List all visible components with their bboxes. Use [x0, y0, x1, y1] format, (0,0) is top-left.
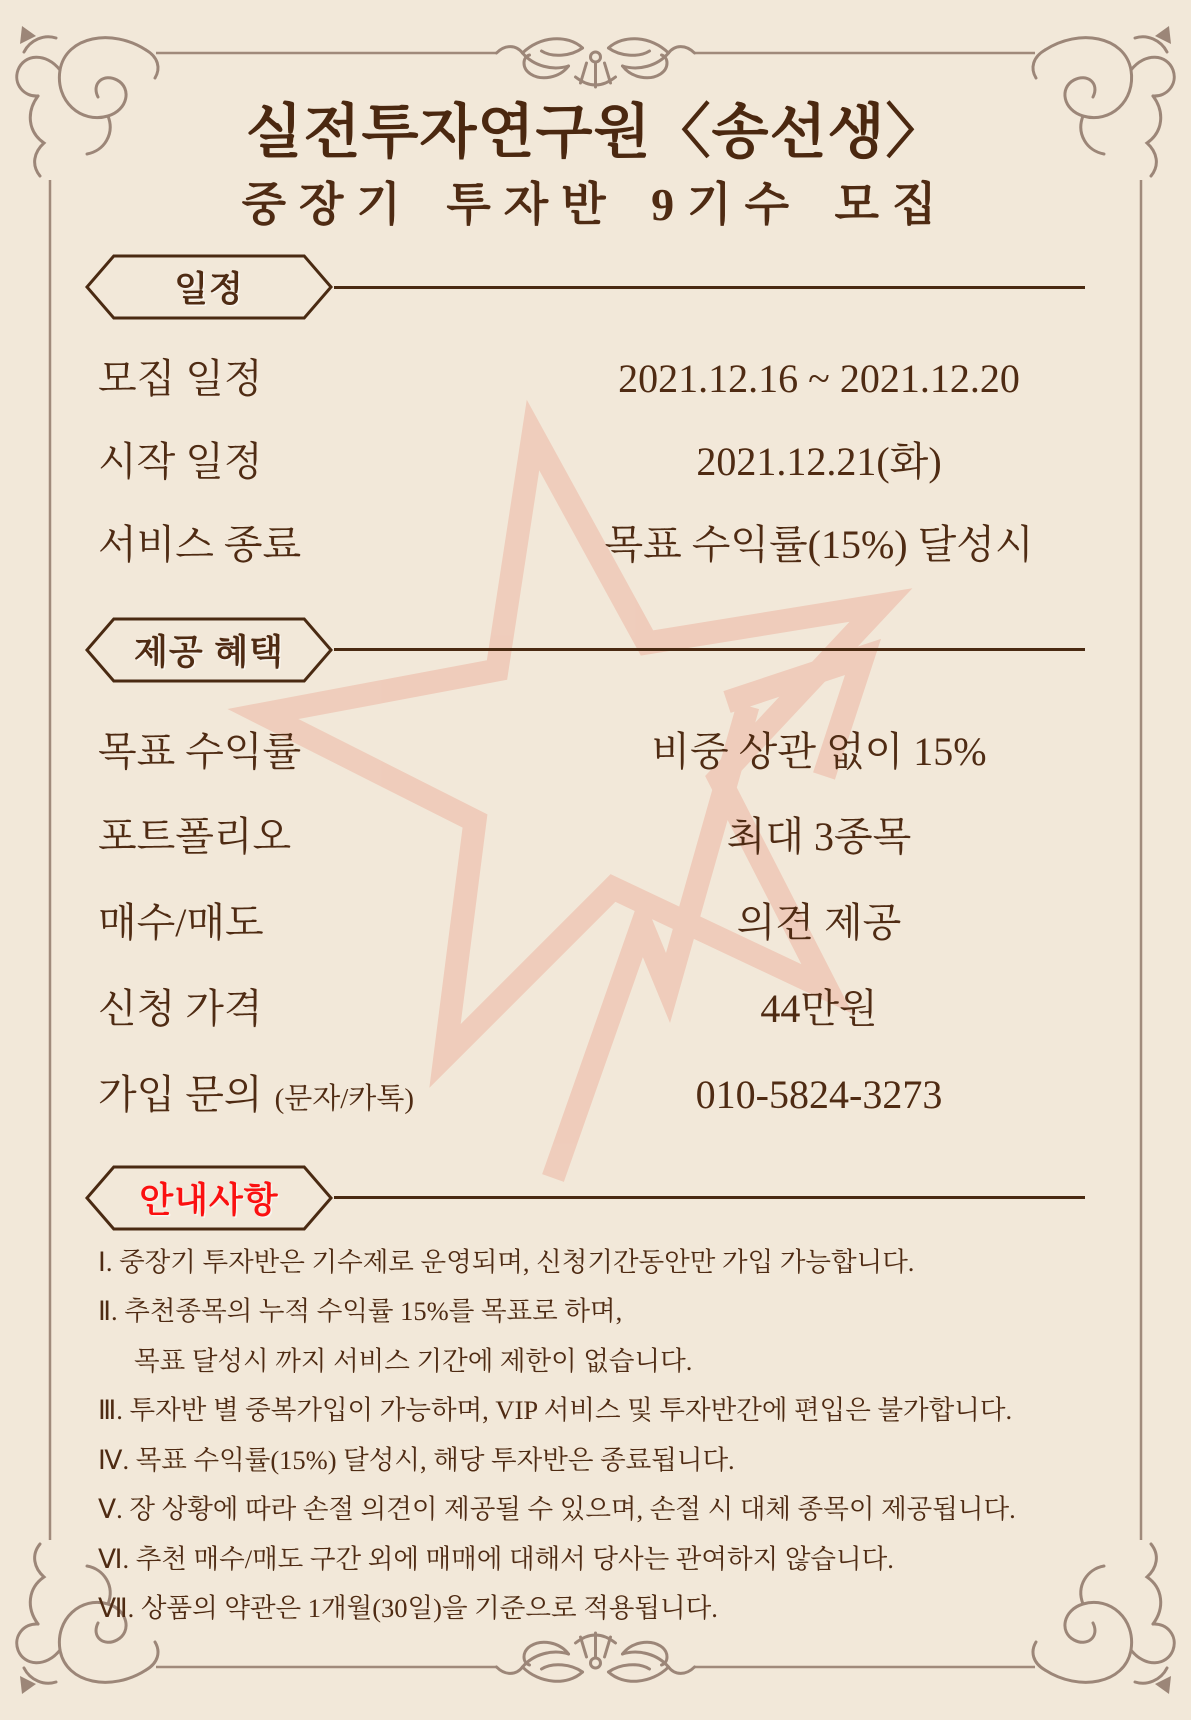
contact-note: (문자/카톡)	[274, 1083, 414, 1115]
section-badge-schedule	[85, 253, 333, 321]
schedule-row	[98, 347, 1085, 399]
benefit-row-contact	[98, 1063, 1085, 1115]
row-label: 매수/매도	[98, 900, 264, 945]
badge-label: 안내사항	[139, 1181, 279, 1220]
notice-item-1: Ⅰ. 중장기 투자반은 기수제로 운영되며, 신청기간동안만 가입 가능합니다.	[98, 1247, 915, 1277]
benefit-row	[98, 720, 1085, 772]
row-value: 목표 수익률(15%) 달성시	[604, 522, 1034, 567]
notice-item-2: Ⅱ. 추천종목의 누적 수익률 15%를 목표로 하며,	[98, 1296, 623, 1326]
row-label: 포트폴리오	[98, 814, 292, 859]
notice-item-4: Ⅳ. 목표 수익률(15%) 달성시, 해당 투자반은 종료됩니다.	[98, 1445, 735, 1475]
benefit-row	[98, 891, 1085, 943]
section-badge-benefits	[85, 616, 333, 684]
section-badge-notices	[85, 1164, 333, 1232]
row-label: 시작 일정	[98, 439, 263, 484]
row-value: 최대 3종목	[726, 814, 912, 859]
schedule-row	[98, 513, 1085, 565]
row-value: 44만원	[760, 986, 878, 1031]
notice-item-6: Ⅵ. 추천 매수/매도 구간 외에 매매에 대해서 당사는 관여하지 않습니다.	[98, 1544, 894, 1574]
poster-subtitle: 중장기 투자반 9기수 모집	[241, 179, 950, 230]
contact-phone-number: 010-5824-3273	[695, 1072, 943, 1117]
row-label: 서비스 종료	[98, 522, 302, 567]
row-label: 모집 일정	[98, 356, 263, 401]
benefit-row	[98, 805, 1085, 857]
benefit-row	[98, 977, 1085, 1029]
row-label: 목표 수익률	[98, 729, 302, 774]
notice-item-7: Ⅶ. 상품의 약관은 1개월(30일)을 기준으로 적용됩니다.	[98, 1593, 718, 1623]
row-label: 신청 가격	[98, 986, 263, 1031]
section-rule	[334, 1196, 1085, 1199]
row-label	[98, 1063, 553, 1120]
notice-item-3: Ⅲ. 투자반 별 중복가입이 가능하며, VIP 서비스 및 투자반간에 편입은 불가합니다.	[98, 1395, 1013, 1425]
row-value: 의견 제공	[736, 900, 902, 945]
schedule-row	[98, 430, 1085, 482]
notice-item-5: Ⅴ. 장 상황에 따라 손절 의견이 제공될 수 있으며, 손절 시 대체 종목이 제공됩니다.	[98, 1494, 1016, 1524]
badge-label: 제공 혜택	[134, 633, 284, 672]
poster-title: 실전투자연구원〈송선생〉	[245, 99, 946, 165]
notice-item-2-continued: 목표 달성시 까지 서비스 기간에 제한이 없습니다.	[134, 1346, 693, 1376]
contact-label: 가입 문의	[98, 1072, 263, 1117]
section-rule	[334, 648, 1085, 651]
row-value: 비중 상관 없이 15%	[651, 729, 987, 774]
row-value: 2021.12.21(화)	[696, 439, 942, 484]
badge-label: 일정	[174, 270, 244, 309]
section-rule	[334, 286, 1085, 289]
row-value: 2021.12.16 ~ 2021.12.20	[618, 356, 1020, 401]
